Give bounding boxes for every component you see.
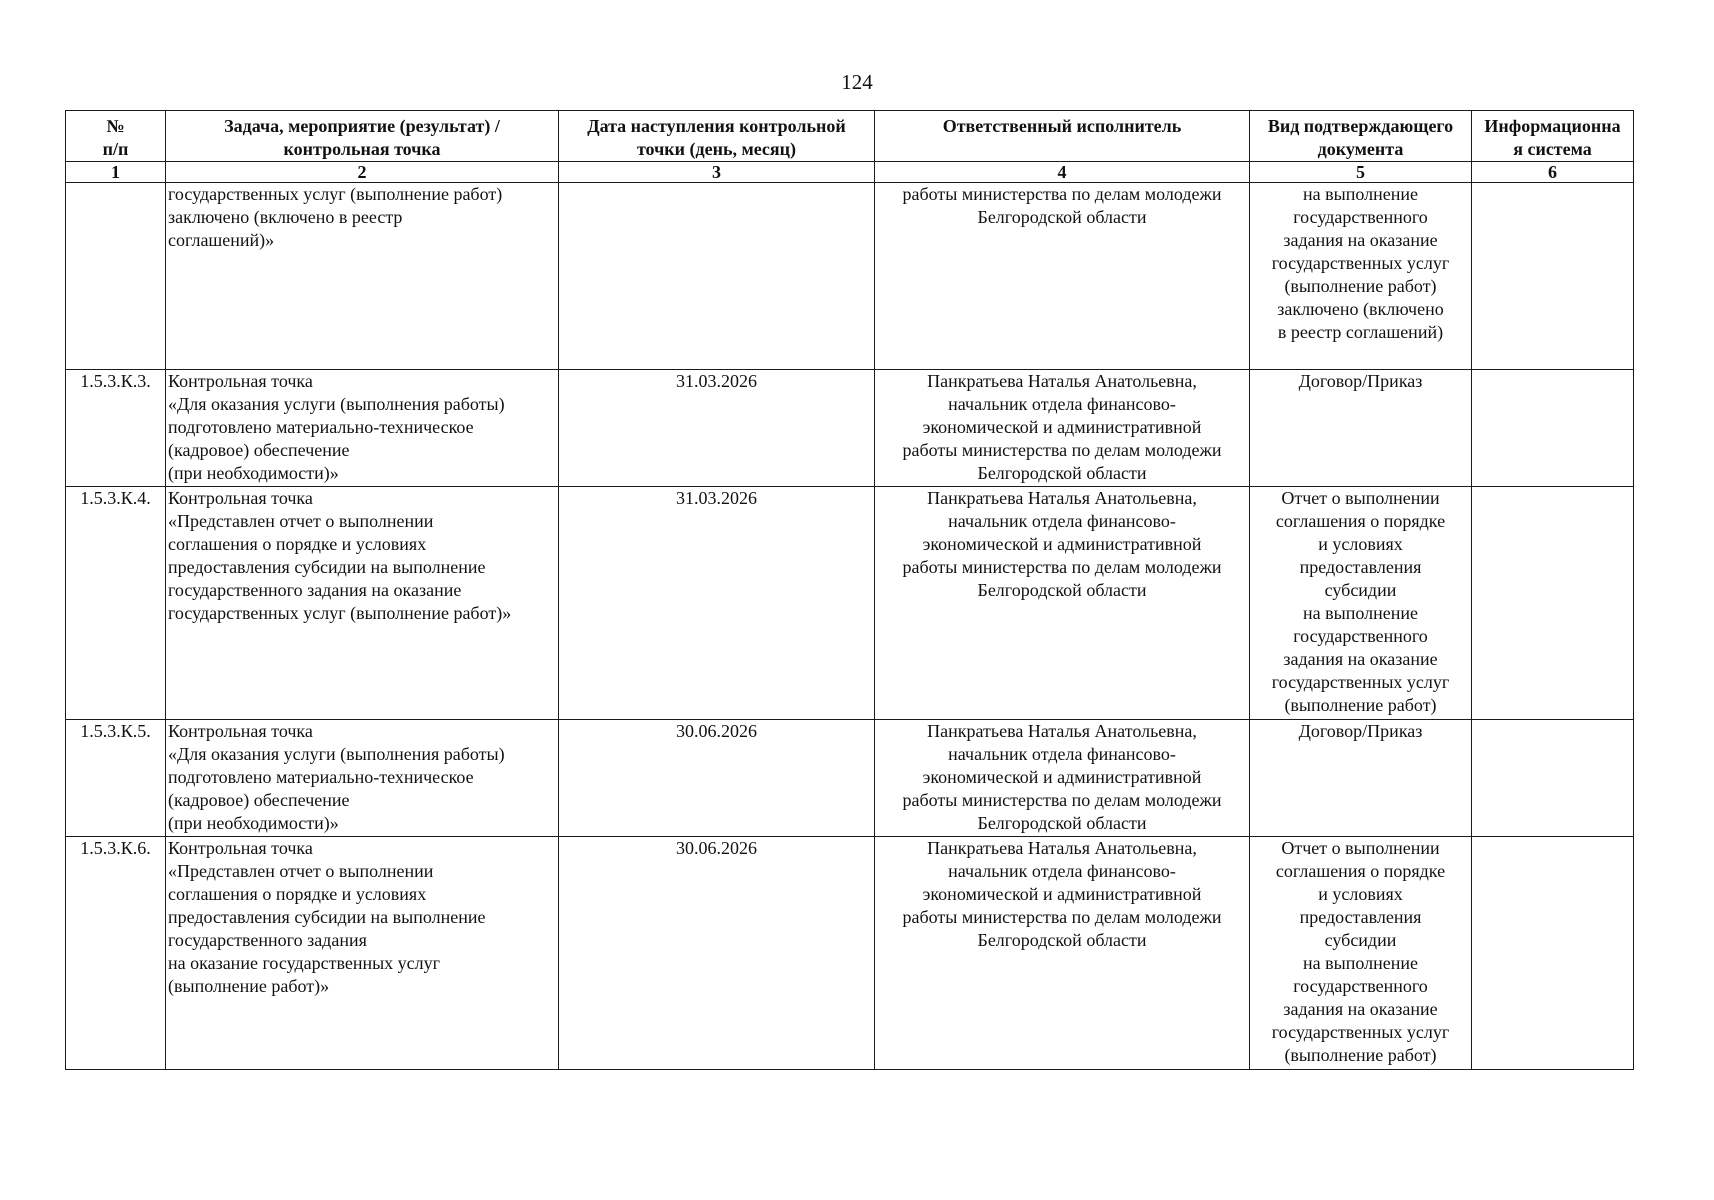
column-number: 1 bbox=[66, 162, 166, 183]
row-system bbox=[1472, 370, 1634, 487]
row-date: 31.03.2026 bbox=[559, 487, 875, 720]
table-row bbox=[66, 183, 1634, 370]
row-system bbox=[1472, 837, 1634, 1070]
row-task: Контрольная точка «Представлен отчет о выполнении соглашения о порядке и условиях предоставления субсидии на выполнение государственного задания на оказание государственных услуг (выполнение работ)» bbox=[166, 837, 559, 1070]
row-responsible: Панкратьева Наталья Анатольевна, начальник отдела финансово- экономической и административной работы министерства по делам молодежи Белгородской области bbox=[875, 487, 1250, 720]
row-task: Контрольная точка «Представлен отчет о выполнении соглашения о порядке и условиях предоставления субсидии на выполнение государственного задания на оказание государственных услуг (выполнение работ)» bbox=[166, 487, 559, 720]
row-document: Договор/Приказ bbox=[1250, 370, 1472, 487]
row-responsible: Панкратьева Наталья Анатольевна, начальник отдела финансово- экономической и административной работы министерства по делам молодежи Белгородской области bbox=[875, 837, 1250, 1070]
row-responsible: работы министерства по делам молодежи Белгородской области bbox=[875, 183, 1250, 370]
row-task: Контрольная точка «Для оказания услуги (выполнения работы) подготовлено материально-техническое (кадровое) обеспечение (при необходимости)» bbox=[166, 720, 559, 837]
table-row bbox=[66, 487, 1634, 720]
row-date bbox=[559, 183, 875, 370]
row-date: 30.06.2026 bbox=[559, 837, 875, 1070]
row-task: Контрольная точка «Для оказания услуги (выполнения работы) подготовлено материально-техническое (кадровое) обеспечение (при необходимости)» bbox=[166, 370, 559, 487]
row-number: 1.5.3.К.4. bbox=[66, 487, 166, 720]
header-date: Дата наступления контрольной точки (день, месяц) bbox=[559, 111, 875, 162]
header-responsible: Ответственный исполнитель bbox=[875, 111, 1250, 162]
column-number: 3 bbox=[559, 162, 875, 183]
header-task: Задача, мероприятие (результат) / контрольная точка bbox=[166, 111, 559, 162]
table-row bbox=[66, 837, 1634, 1070]
column-number: 6 bbox=[1472, 162, 1634, 183]
row-number bbox=[66, 183, 166, 370]
column-number: 5 bbox=[1250, 162, 1472, 183]
row-responsible: Панкратьева Наталья Анатольевна, начальник отдела финансово- экономической и административной работы министерства по делам молодежи Белгородской области bbox=[875, 370, 1250, 487]
row-number: 1.5.3.К.5. bbox=[66, 720, 166, 837]
row-number: 1.5.3.К.6. bbox=[66, 837, 166, 1070]
table-row bbox=[66, 370, 1634, 487]
table-row bbox=[66, 720, 1634, 837]
row-document: Отчет о выполнении соглашения о порядке и условиях предоставления субсидии на выполнение государственного задания на оказание государственных услуг (выполнение работ) bbox=[1250, 837, 1472, 1070]
header-document: Вид подтверждающего документа bbox=[1250, 111, 1472, 162]
row-document: на выполнение государственного задания на оказание государственных услуг (выполнение работ) заключено (включено в реестр соглашений) bbox=[1250, 183, 1472, 370]
row-system bbox=[1472, 487, 1634, 720]
row-task: государственных услуг (выполнение работ) заключено (включено в реестр соглашений)» bbox=[166, 183, 559, 370]
row-system bbox=[1472, 183, 1634, 370]
row-date: 30.06.2026 bbox=[559, 720, 875, 837]
row-number: 1.5.3.К.3. bbox=[66, 370, 166, 487]
row-date: 31.03.2026 bbox=[559, 370, 875, 487]
row-document: Отчет о выполнении соглашения о порядке и условиях предоставления субсидии на выполнение государственного задания на оказание государственных услуг (выполнение работ) bbox=[1250, 487, 1472, 720]
row-document: Договор/Приказ bbox=[1250, 720, 1472, 837]
column-number: 2 bbox=[166, 162, 559, 183]
control-points-table bbox=[65, 110, 1634, 1070]
header-number: № п/п bbox=[66, 111, 166, 162]
page-number: 124 bbox=[841, 70, 873, 94]
column-numbers-row bbox=[66, 162, 1634, 183]
row-responsible: Панкратьева Наталья Анатольевна, начальник отдела финансово- экономической и административной работы министерства по делам молодежи Белгородской области bbox=[875, 720, 1250, 837]
column-number: 4 bbox=[875, 162, 1250, 183]
row-system bbox=[1472, 720, 1634, 837]
table-header-row bbox=[66, 111, 1634, 162]
header-system: Информационна я система bbox=[1472, 111, 1634, 162]
